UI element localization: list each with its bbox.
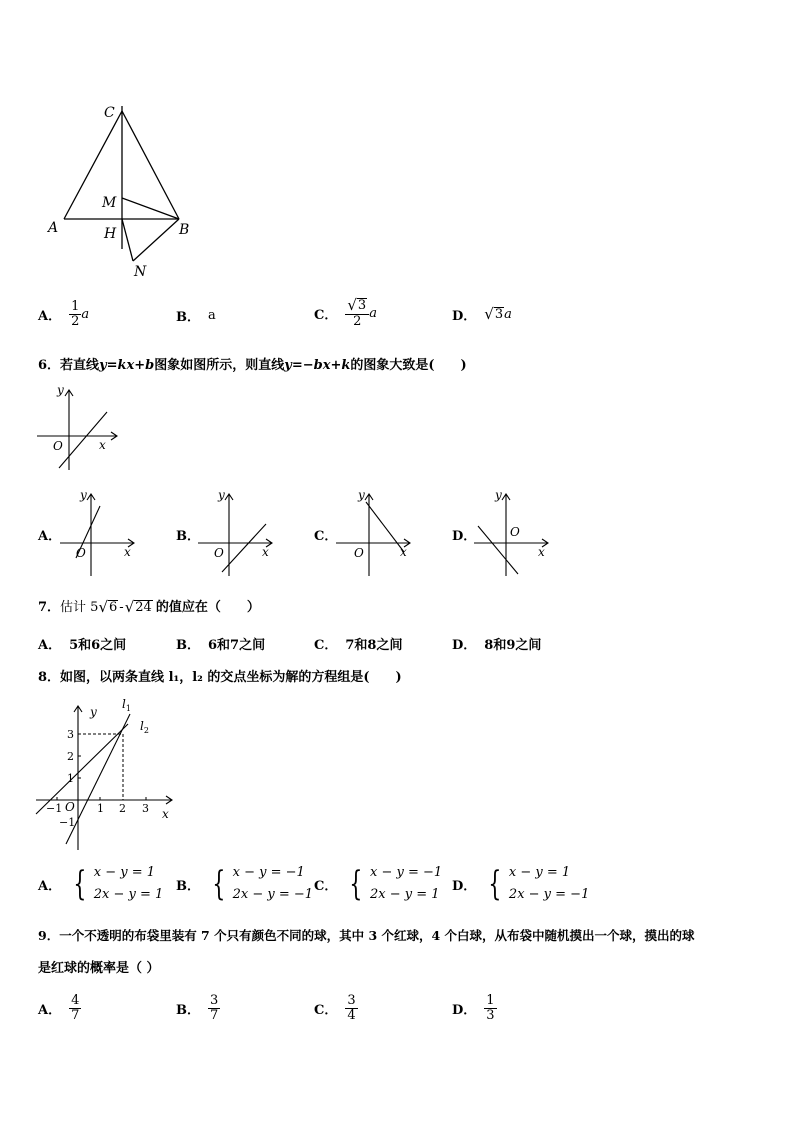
label-m: M xyxy=(102,195,117,211)
q6-option-b-graph[interactable] xyxy=(196,486,278,578)
tick-y-neg1: −1 xyxy=(59,816,76,829)
axis-x-label: x xyxy=(99,438,106,452)
svg-text:y: y xyxy=(218,488,225,502)
svg-text:x: x xyxy=(262,545,269,559)
q7-option-b[interactable]: B． 6和7之间 xyxy=(176,638,266,653)
origin-label: O xyxy=(65,800,75,814)
q9-option-c[interactable]: C． $\frac{3}{4}$ xyxy=(314,993,356,1023)
tick-y-3: 3 xyxy=(67,728,74,741)
q7-option-c[interactable]: C． 7和8之间 xyxy=(314,638,403,653)
svg-text:y: y xyxy=(358,488,365,502)
label-a: A xyxy=(48,220,59,236)
q9-stem-line2: 是红球的概率是（ ） xyxy=(38,961,160,976)
tick-x-1: 1 xyxy=(97,802,104,815)
tick-x-2: 2 xyxy=(119,802,126,815)
q6-option-a-graph[interactable] xyxy=(58,486,140,578)
svg-text:O: O xyxy=(354,546,364,560)
tick-y-2: 2 xyxy=(67,750,74,763)
label-b: B xyxy=(179,222,190,238)
q9-option-b[interactable]: B． $\frac{3}{7}$ xyxy=(176,993,219,1023)
q9-stem-line1: 9．一个不透明的布袋里装有 7 个只有颜色不同的球，其中 3 个红球，4 个白球，从布袋中随机摸出一个球，摸出的球 xyxy=(38,928,695,943)
tick-x-neg1: −1 xyxy=(46,802,63,815)
triangle-figure xyxy=(40,95,210,285)
q5-option-d[interactable]: D． √ 3 a xyxy=(452,305,512,324)
tick-x-3: 3 xyxy=(142,802,149,815)
q7-option-d[interactable]: D． 8和9之间 xyxy=(452,638,542,653)
label-c: C xyxy=(104,105,115,121)
q5-option-a[interactable]: A． $\frac{1}{2}$ a xyxy=(38,299,90,329)
q7-stem: 7． 估计 5 √ 6 - √ 24 的值应在（ ） xyxy=(38,598,260,616)
axis-x-label: x xyxy=(162,807,169,821)
axis-y-label: y xyxy=(90,705,97,719)
svg-text:x: x xyxy=(124,545,131,559)
q8-option-a[interactable]: A． { x − y = 1 2x − y = 1 xyxy=(38,864,164,904)
q8-option-b[interactable]: B． { x − y = −1 2x − y = −1 xyxy=(176,864,314,904)
svg-text:y: y xyxy=(80,488,87,502)
q6-stem: 6．若直线y=kx+b图象如图所示，则直线y=−bx+k的图象大致是( ) xyxy=(38,358,467,373)
q9-option-a[interactable]: A． $\frac{4}{7}$ xyxy=(38,993,80,1023)
svg-text:y: y xyxy=(495,488,502,502)
origin-label: O xyxy=(53,439,63,453)
q8-stem: 8．如图，以两条直线 l₁，l₂ 的交点坐标为解的方程组是( ) xyxy=(38,670,402,685)
svg-text:O: O xyxy=(214,546,224,560)
axis-y-label: y xyxy=(57,383,64,397)
q6-option-c[interactable]: C． xyxy=(314,529,338,544)
q6-option-d-graph[interactable] xyxy=(472,486,554,578)
line-l2-label: $l_2$ xyxy=(140,719,149,735)
q5-option-b[interactable]: B． a xyxy=(176,308,216,325)
svg-text:O: O xyxy=(510,525,520,539)
q6-option-d[interactable]: D． xyxy=(452,529,477,544)
svg-text:x: x xyxy=(400,545,407,559)
q6-option-a[interactable]: A． xyxy=(38,529,62,544)
q9-option-d[interactable]: D． $\frac{1}{3}$ xyxy=(452,993,495,1023)
q6-option-c-graph[interactable] xyxy=(334,486,416,578)
label-n: N xyxy=(134,264,147,280)
svg-text:O: O xyxy=(76,546,86,560)
q8-option-d[interactable]: D． { x − y = 1 2x − y = −1 xyxy=(452,864,590,904)
label-h: H xyxy=(104,226,117,242)
fraction: √ 3 2 xyxy=(345,298,369,329)
svg-text:x: x xyxy=(538,545,545,559)
q8-option-c[interactable]: C． { x − y = −1 2x − y = 1 xyxy=(314,864,443,904)
q6-stem-graph xyxy=(35,382,125,472)
q8-graph xyxy=(32,694,182,852)
fraction: $\frac{1}{2}$ xyxy=(71,299,80,329)
q6-option-b[interactable]: B． xyxy=(176,529,200,544)
tick-y-1: 1 xyxy=(67,772,74,785)
q7-option-a[interactable]: A． 5和6之间 xyxy=(38,638,127,653)
line-l1-label: $l_1$ xyxy=(122,697,131,713)
q5-option-c[interactable]: C． √ 3 2 a xyxy=(314,296,377,329)
